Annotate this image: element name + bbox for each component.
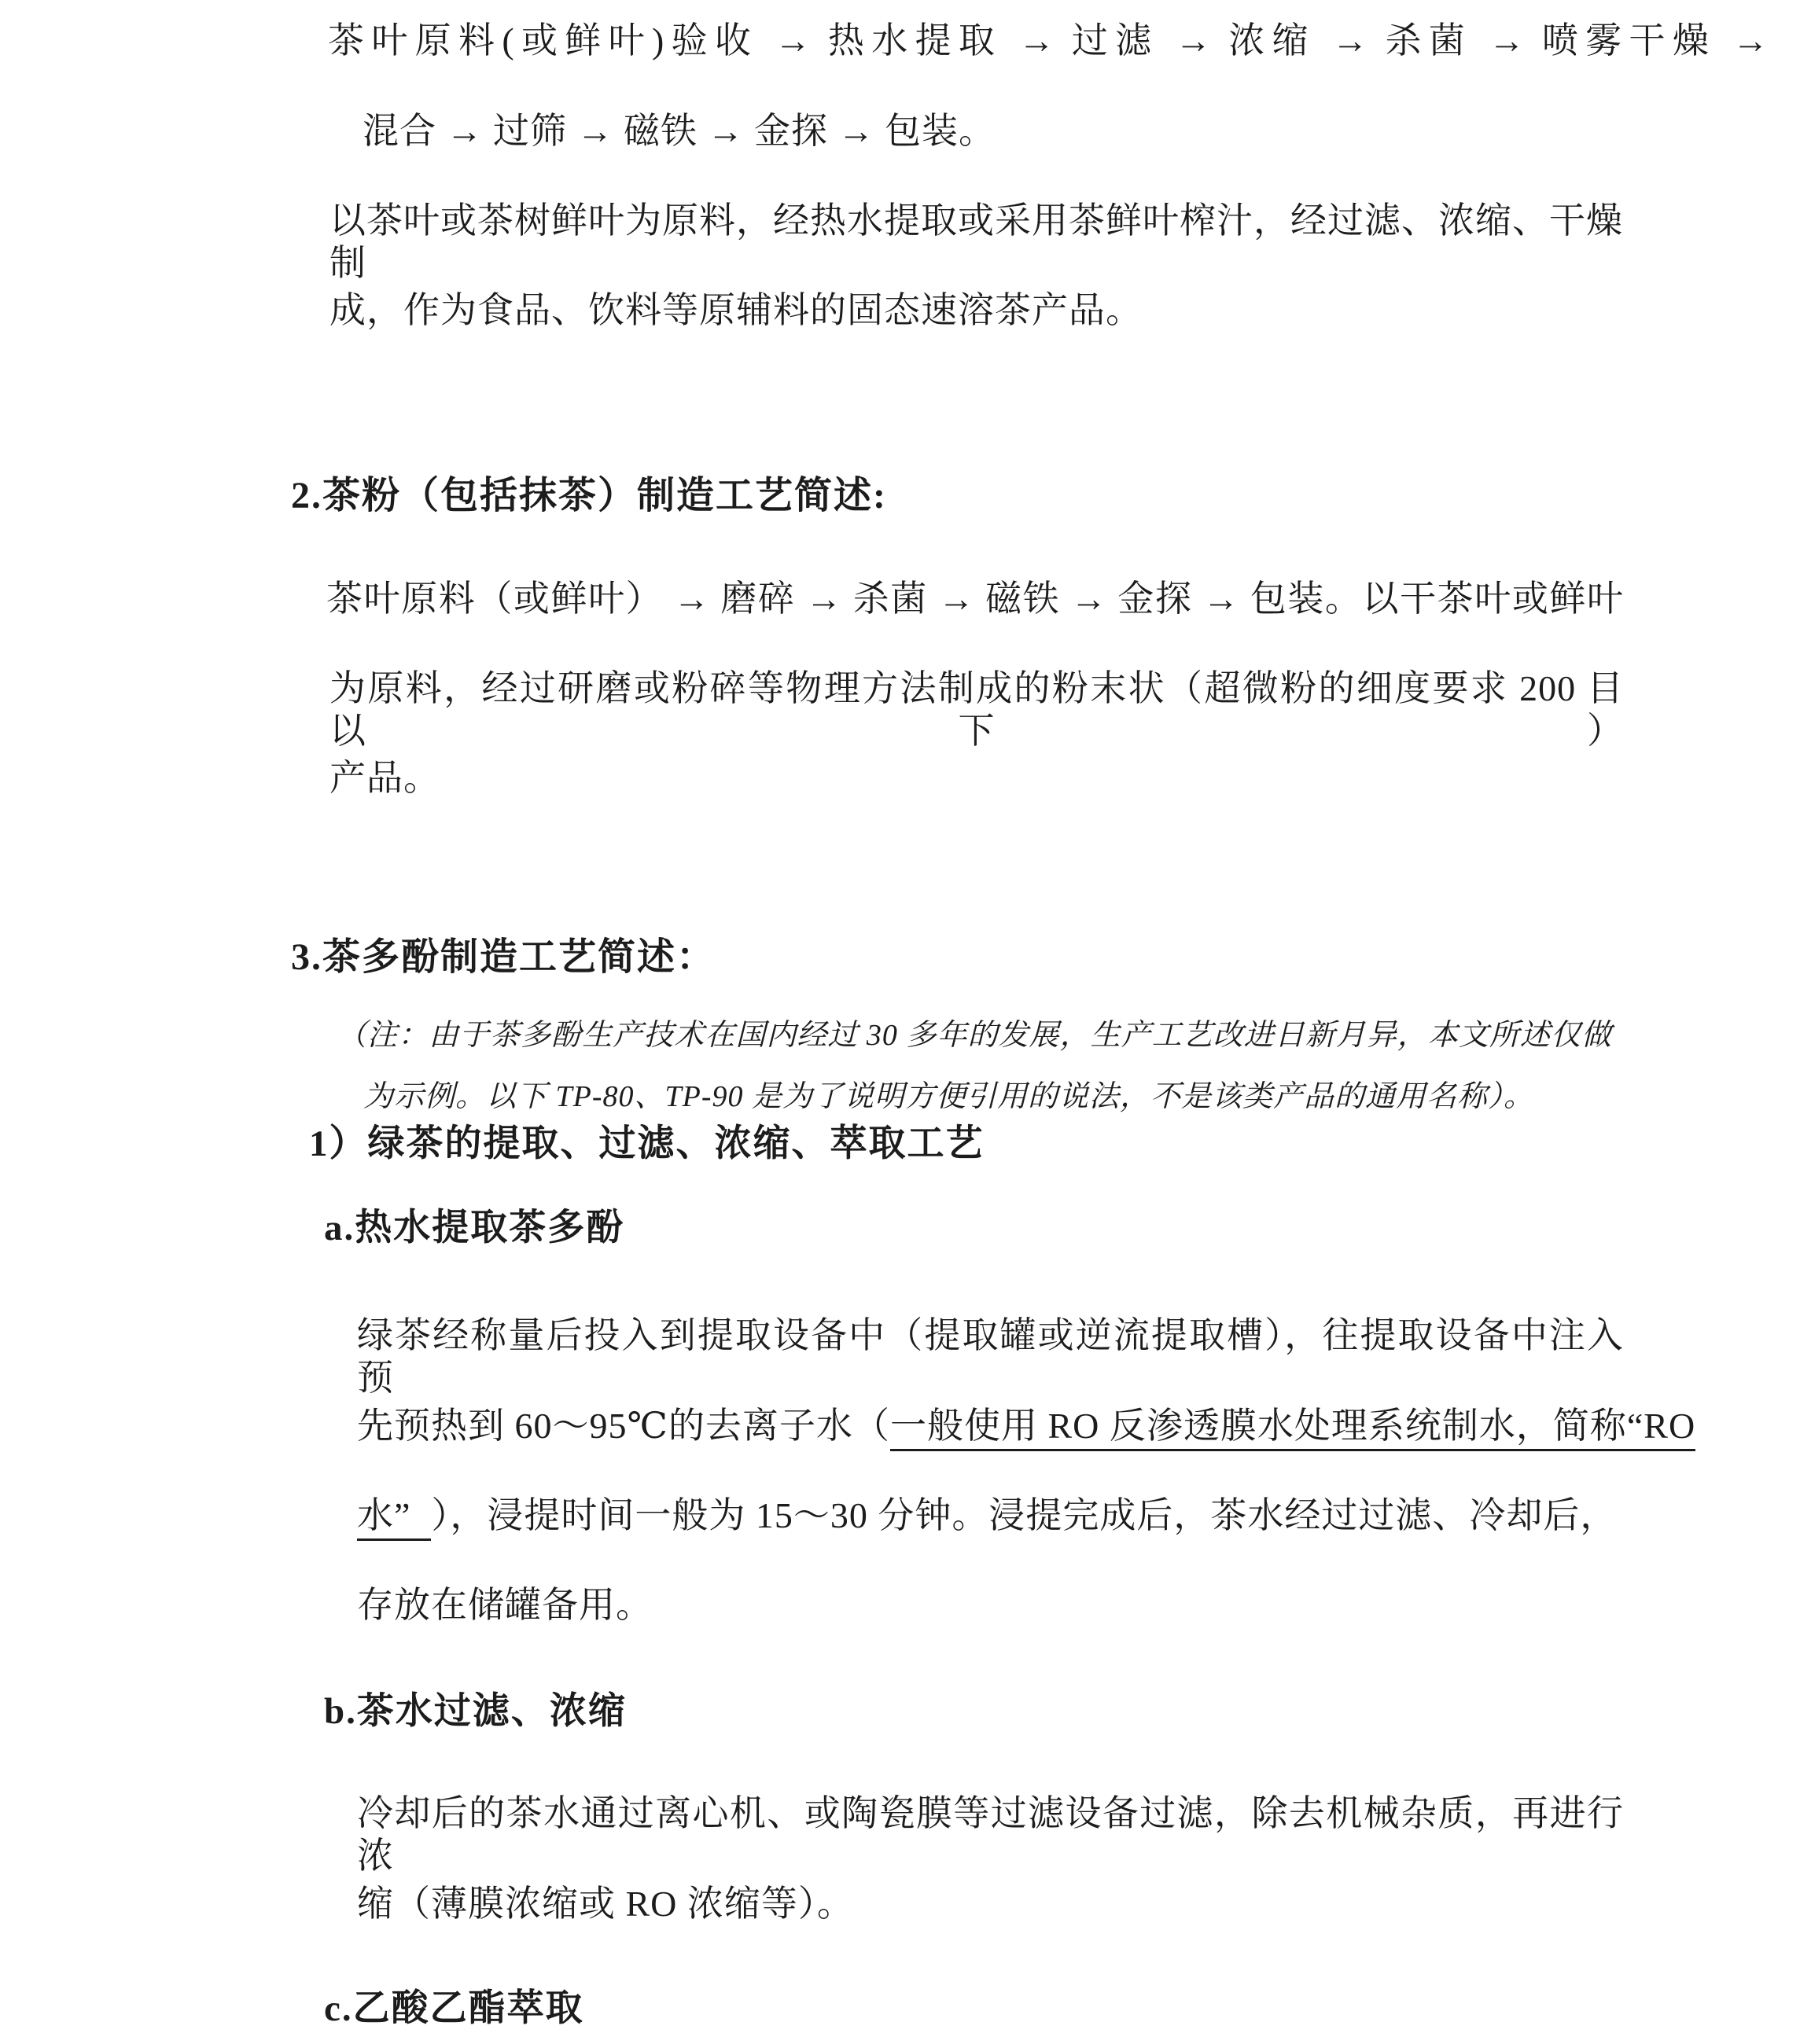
section3-c-heading: c.乙酸乙酯萃取 <box>324 1988 584 2029</box>
section2-line-1: 茶叶原料（或鲜叶） → 磨碎 → 杀菌 → 磁铁 → 金探 → 包装。以干茶叶或鲜叶 <box>326 579 1624 619</box>
intro-desc-line-1: 以茶叶或茶树鲜叶为原料，经热水提取或采用茶鲜叶榨汁，经过滤、浓缩、干燥制 <box>329 200 1623 284</box>
a-line-3-plain: ），浸提时间一般为 15～30 分钟。浸提完成后，茶水经过过滤、冷却后， <box>431 1495 1618 1535</box>
section3-note-line-1: （注：由于茶多酚生产技术在国内经过 30 多年的发展，生产工艺改进日新月异，本文所述仅做 <box>337 1019 1612 1052</box>
section3-heading: 3.茶多酚制造工艺简述： <box>291 936 716 978</box>
a-line-2-underlined: 一般使用 RO 反渗透膜水处理系统制水，简称“RO <box>890 1406 1695 1451</box>
intro-flow-line-2: 混合 → 过筛 → 磁铁 → 金探 → 包装。 <box>363 111 996 151</box>
section3-note-line-2: 为示例。以下 TP-80、TP-90 是为了说明方便引用的说法，不是该类产品的通用名称）。 <box>363 1080 1535 1113</box>
section3-b-line-1: 冷却后的茶水通过离心机、或陶瓷膜等过滤设备过滤，除去机械杂质，再进行浓 <box>357 1793 1624 1877</box>
section3-a-line-1: 绿茶经称量后投入到提取设备中（提取罐或逆流提取槽），往提取设备中注入预 <box>357 1315 1624 1399</box>
a-line-2-plain: 先预热到 60～95℃的去离子水（ <box>357 1406 890 1446</box>
section2-line-2: 为原料，经过研磨或粉碎等物理方法制成的粉末状（超微粉的细度要求 200 目以下） <box>329 668 1624 752</box>
section3-a-line-2 <box>357 1405 1695 1447</box>
section3-b-line-2: 缩（薄膜浓缩或 RO 浓缩等）。 <box>357 1884 854 1924</box>
section3-a-line-3 <box>357 1494 1617 1537</box>
section2-line-3: 产品。 <box>329 758 440 798</box>
section3-sub1-heading: 1）绿茶的提取、过滤、浓缩、萃取工艺 <box>309 1123 985 1164</box>
intro-flow-line-1: 茶叶原料(或鲜叶)验收 → 热水提取 → 过滤 → 浓缩 → 杀菌 → 喷雾干燥 → <box>328 20 1769 61</box>
a-line-3-underlined: 水” <box>357 1495 431 1541</box>
section3-a-heading: a.热水提取茶多酚 <box>324 1208 625 1248</box>
section3-a-line-4: 存放在储罐备用。 <box>357 1585 653 1625</box>
section3-b-heading: b.茶水过滤、浓缩 <box>324 1691 627 1732</box>
section2-heading: 2.茶粉（包括抹茶）制造工艺简述: <box>291 475 887 517</box>
intro-desc-line-2: 成，作为食品、饮料等原辅料的固态速溶茶产品。 <box>329 290 1143 330</box>
